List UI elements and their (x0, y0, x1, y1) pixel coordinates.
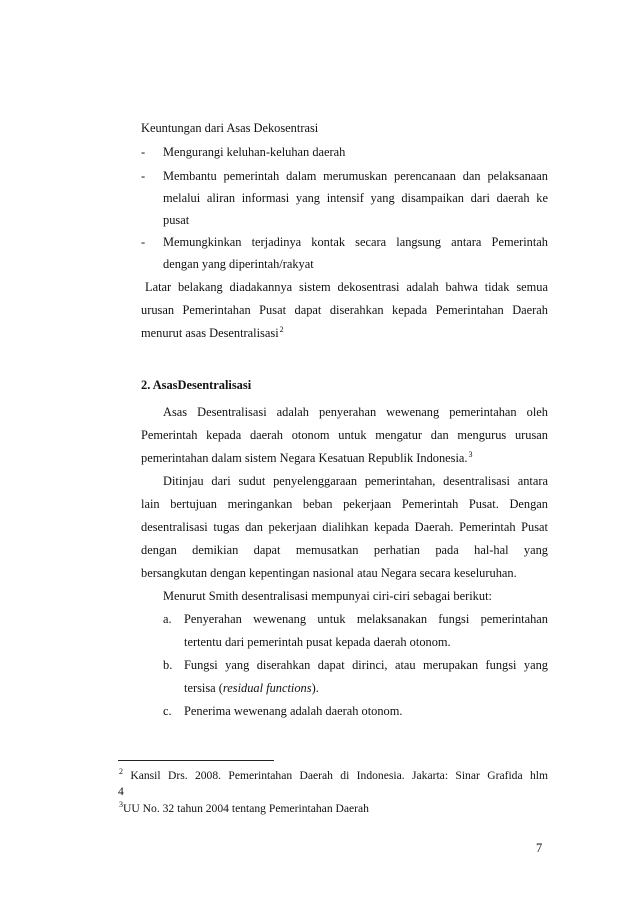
section-heading: 2. AsasDesentralisasi (141, 378, 252, 392)
bullet-dash: - (141, 145, 146, 159)
list-item-a-line-2: tertentu dari pemerintah pusat kepada daerah otonom. (184, 635, 451, 649)
footnote-ref: 2 (279, 325, 284, 334)
paragraph-1-line-3: pemerintahan dalam sistem Negara Kesatuan Republik Indonesia.$^3$ (141, 450, 473, 465)
benefit-item-2-line-1: Membantu pemerintah dalam merumuskan perencanaan dan pelaksanaan (163, 169, 548, 183)
list-item-a-line-1: Penyerahan wewenang untuk melaksanakan fungsi pemerintahan (184, 612, 548, 626)
list-item-b-line-1: Fungsi yang diserahkan dapat dirinci, atau merupakan fungsi yang (184, 658, 548, 672)
intro-heading: Keuntungan dari Asas Dekosentrasi (141, 121, 319, 135)
residual-functions-term: residual functions (222, 681, 312, 695)
footnote-number: 3 (119, 800, 123, 809)
paragraph-2-line-5: bersangkutan dengan kepentingan nasional atau Negara secara keseluruhan. (141, 566, 517, 580)
footnote-ref: 3 (468, 450, 473, 459)
paragraph-3-line-1: Menurut Smith desentralisasi mempunyai ciri-ciri sebagai berikut: (163, 589, 492, 603)
paragraph-2-line-4: dengan demikian dapat memusatkan perhatian pada hal-hal yang (141, 543, 548, 557)
page-number: 7 (536, 841, 543, 855)
benefit-item-2-line-2: melalui aliran informasi yang intensif yang disampaikan dari daerah ke (163, 191, 548, 205)
background-line-3: menurut asas Desentralisasi$^2$ (141, 325, 284, 340)
footnote-3: $^3$UU No. 32 tahun 2004 tentang Pemerintahan Daerah (119, 800, 369, 815)
background-line-2: urusan Pemerintahan Pusat dapat diserahkan kepada Pemerintahan Daerah (141, 303, 548, 317)
bullet-dash: - (141, 235, 146, 249)
paragraph-1-line-2: Pemerintah kepada daerah otonom untuk mengatur dan mengurus urusan (141, 428, 548, 442)
footnote-divider (118, 760, 274, 761)
paragraph-2-line-2: lain bertujuan meringankan beban pekerjaan Pemerintah Pusat. Dengan (141, 497, 548, 511)
benefit-item-2-line-3: pusat (163, 213, 190, 227)
benefit-item-1: Mengurangi keluhan-keluhan daerah (163, 145, 346, 159)
list-item-b-line-2: tersisa (residual functions). (184, 681, 319, 695)
benefit-item-3-line-1: Memungkinkan terjadinya kontak secara langsung antara Pemerintah (163, 235, 548, 249)
footnote-2-line-2: 4 (118, 785, 124, 798)
paragraph-1-line-1: Asas Desentralisasi adalah penyerahan wewenang pemerintahan oleh (163, 405, 548, 419)
paragraph-2-line-3: desentralisasi tugas dan pekerjaan dialihkan kepada Daerah. Pemerintah Pusat (141, 520, 548, 534)
list-item-c-line-1: Penerima wewenang adalah daerah otonom. (184, 704, 403, 718)
footnote-number: 2 (119, 767, 123, 776)
benefit-item-3-line-2: dengan yang diperintah/rakyat (163, 257, 314, 271)
list-marker-c: c. (163, 704, 172, 718)
list-marker-a: a. (163, 612, 172, 626)
footnote-2-line-1: $^2$ Kansil Drs. 2008. Pemerintahan Daerah di Indonesia. Jakarta: Sinar Grafida hlm (119, 767, 548, 782)
background-line-1: Latar belakang diadakannya sistem dekosentrasi adalah bahwa tidak semua (145, 280, 548, 294)
list-marker-b: b. (163, 658, 173, 672)
bullet-dash: - (141, 169, 146, 183)
paragraph-2-line-1: Ditinjau dari sudut penyelenggaraan pemerintahan, desentralisasi antara (163, 474, 548, 488)
